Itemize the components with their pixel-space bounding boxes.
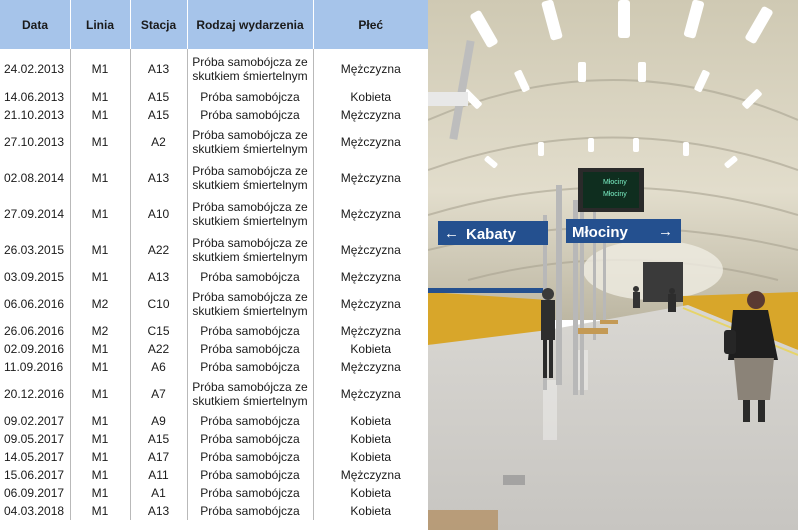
cell-date: 06.09.2017 <box>0 484 70 502</box>
event-line: skutkiem śmiertelnym <box>192 178 308 192</box>
display-line-1: Młociny <box>603 179 627 186</box>
header-sex: Płeć <box>313 0 428 49</box>
tunnel-end <box>643 262 683 302</box>
event-line: Próba samobójcza <box>200 342 300 356</box>
cell-station: A11 <box>130 466 187 484</box>
cell-event <box>187 484 313 502</box>
event-line: Próba samobójcza ze <box>192 290 308 304</box>
event-line: skutkiem śmiertelnym <box>192 214 308 228</box>
event-line: skutkiem śmiertelnym <box>192 304 308 318</box>
table-row <box>0 502 428 520</box>
header-station: Stacja <box>130 0 187 49</box>
cell-station: A13 <box>130 160 187 196</box>
cell-date: 09.05.2017 <box>0 430 70 448</box>
cell-line: M1 <box>70 196 130 232</box>
event-line: Próba samobójcza <box>200 324 300 338</box>
cell-station: C10 <box>130 286 187 322</box>
table-header <box>0 0 428 49</box>
cell-date: 11.09.2016 <box>0 358 70 376</box>
cell-line: M2 <box>70 322 130 340</box>
event-line: Próba samobójcza <box>200 414 300 428</box>
cell-date: 27.10.2013 <box>0 124 70 160</box>
cell-station: A13 <box>130 268 187 286</box>
table-row <box>0 358 428 376</box>
cell-sex: Mężczyzna <box>340 61 401 76</box>
cell-event <box>187 286 313 322</box>
event-line: Próba samobójcza ze <box>192 200 308 214</box>
cell-line: M1 <box>70 376 130 412</box>
cell-sex: Mężczyzna <box>340 468 401 482</box>
cell-line: M2 <box>70 286 130 322</box>
cell-line: M1 <box>70 124 130 160</box>
cell-date: 02.09.2016 <box>0 340 70 358</box>
cell-event <box>187 448 313 466</box>
cell-sex: Mężczyzna <box>340 171 401 185</box>
cell-date: 26.06.2016 <box>0 322 70 340</box>
cell-station: A9 <box>130 412 187 430</box>
event-line: Próba samobójcza <box>200 468 300 482</box>
event-line: skutkiem śmiertelnym <box>192 394 308 408</box>
table-row <box>0 286 428 322</box>
cell-event <box>187 322 313 340</box>
event-line: skutkiem śmiertelnym <box>192 68 308 83</box>
event-line: Próba samobójcza ze <box>192 54 308 69</box>
cell-date: 15.06.2017 <box>0 466 70 484</box>
event-line: Próba samobójcza <box>200 270 300 284</box>
event-line: Próba samobójcza <box>200 108 300 122</box>
cell-date: 24.02.2013 <box>0 49 70 88</box>
cell-station: A13 <box>130 49 187 88</box>
table-row <box>0 88 428 106</box>
cell-line: M1 <box>70 268 130 286</box>
sign-label-mlociny: Młociny <box>572 224 628 241</box>
cell-date: 09.02.2017 <box>0 412 70 430</box>
header-line: Linia <box>70 0 130 49</box>
cell-date: 21.10.2013 <box>0 106 70 124</box>
cell-station: A2 <box>130 124 187 160</box>
cell-sex: Mężczyzna <box>340 108 401 122</box>
cell-line: M1 <box>70 358 130 376</box>
table-body <box>0 49 428 520</box>
cell-event <box>187 160 313 196</box>
cell-sex: Kobieta <box>350 504 392 518</box>
cell-sex: Kobieta <box>350 414 392 428</box>
cell-event <box>187 196 313 232</box>
cell-line: M1 <box>70 448 130 466</box>
cell-sex: Mężczyzna <box>340 387 401 401</box>
cell-event <box>187 88 313 106</box>
cell-line: M1 <box>70 466 130 484</box>
cell-station: A13 <box>130 502 187 520</box>
cell-line: M1 <box>70 106 130 124</box>
cell-date: 27.09.2014 <box>0 196 70 232</box>
cell-station: A15 <box>130 106 187 124</box>
cell-sex: Mężczyzna <box>340 360 401 374</box>
cell-station: A22 <box>130 232 187 268</box>
cell-sex: Kobieta <box>350 90 392 104</box>
event-line: Próba samobójcza ze <box>192 164 308 178</box>
cell-date: 02.08.2014 <box>0 160 70 196</box>
event-line: Próba samobójcza ze <box>192 128 308 142</box>
cell-station: A6 <box>130 358 187 376</box>
table-row <box>0 106 428 124</box>
arrow-right-icon: → <box>658 223 673 240</box>
cell-date: 14.06.2013 <box>0 88 70 106</box>
cell-station: A1 <box>130 484 187 502</box>
event-line: Próba samobójcza ze <box>192 236 308 250</box>
cell-event <box>187 466 313 484</box>
event-line: Próba samobójcza <box>200 504 300 518</box>
cell-sex: Mężczyzna <box>340 270 401 284</box>
event-line: skutkiem śmiertelnym <box>192 250 308 264</box>
table-row <box>0 376 428 412</box>
cell-event <box>187 268 313 286</box>
cell-line: M1 <box>70 232 130 268</box>
cell-event <box>187 430 313 448</box>
cell-line: M1 <box>70 484 130 502</box>
table-row <box>0 322 428 340</box>
cell-sex: Kobieta <box>350 342 392 356</box>
cell-line: M1 <box>70 340 130 358</box>
cell-line: M1 <box>70 88 130 106</box>
cell-sex: Mężczyzna <box>340 135 401 149</box>
cell-event <box>187 502 313 520</box>
person-far-1 <box>633 286 640 308</box>
cell-line: M1 <box>70 160 130 196</box>
cell-station: A15 <box>130 88 187 106</box>
sign-label-kabaty: Kabaty <box>466 226 517 243</box>
cell-line: M1 <box>70 412 130 430</box>
event-line: Próba samobójcza <box>200 450 300 464</box>
cell-date: 04.03.2018 <box>0 502 70 520</box>
person-far-2 <box>668 288 676 312</box>
cell-station: A7 <box>130 376 187 412</box>
cell-station: A22 <box>130 340 187 358</box>
cell-station: A17 <box>130 448 187 466</box>
table-row <box>0 160 428 196</box>
table-row <box>0 466 428 484</box>
table-row <box>0 124 428 160</box>
event-line: Próba samobójcza <box>200 360 300 374</box>
departure-display <box>578 168 644 212</box>
cell-sex: Kobieta <box>350 486 392 500</box>
header-event: Rodzaj wydarzenia <box>187 0 313 49</box>
cell-event <box>187 49 313 88</box>
cell-event <box>187 124 313 160</box>
cell-date: 20.12.2016 <box>0 376 70 412</box>
cell-date: 03.09.2015 <box>0 268 70 286</box>
table-row <box>0 484 428 502</box>
event-line: Próba samobójcza <box>200 486 300 500</box>
cell-sex: Mężczyzna <box>340 243 401 257</box>
cell-sex: Mężczyzna <box>340 297 401 311</box>
cell-line: M1 <box>70 502 130 520</box>
cell-date: 06.06.2016 <box>0 286 70 322</box>
table-row <box>0 232 428 268</box>
cell-station: C15 <box>130 322 187 340</box>
event-line: skutkiem śmiertelnym <box>192 142 308 156</box>
cell-event <box>187 340 313 358</box>
arrow-left-icon: ← <box>444 225 459 242</box>
cell-event <box>187 376 313 412</box>
metro-platform-photo <box>428 0 798 530</box>
table-row <box>0 49 428 88</box>
table-row <box>0 448 428 466</box>
event-line: Próba samobójcza <box>200 432 300 446</box>
cell-sex: Kobieta <box>350 432 392 446</box>
cell-event <box>187 412 313 430</box>
security-camera <box>428 92 468 106</box>
cell-station: A15 <box>130 430 187 448</box>
cell-station: A10 <box>130 196 187 232</box>
cell-line: M1 <box>70 49 130 88</box>
table-row <box>0 412 428 430</box>
cell-line: M1 <box>70 430 130 448</box>
header-date: Data <box>0 0 70 49</box>
cell-sex: Mężczyzna <box>340 324 401 338</box>
table-row <box>0 268 428 286</box>
cell-sex: Kobieta <box>350 450 392 464</box>
cell-date: 14.05.2017 <box>0 448 70 466</box>
table-row <box>0 340 428 358</box>
cell-sex: Mężczyzna <box>340 207 401 221</box>
cell-event <box>187 106 313 124</box>
cell-event <box>187 358 313 376</box>
cell-date: 26.03.2015 <box>0 232 70 268</box>
event-line: Próba samobójcza ze <box>192 380 308 394</box>
cell-event <box>187 232 313 268</box>
table-row <box>0 196 428 232</box>
event-line: Próba samobójcza <box>200 90 300 104</box>
display-line-2: Młociny <box>603 191 627 198</box>
table-row <box>0 430 428 448</box>
